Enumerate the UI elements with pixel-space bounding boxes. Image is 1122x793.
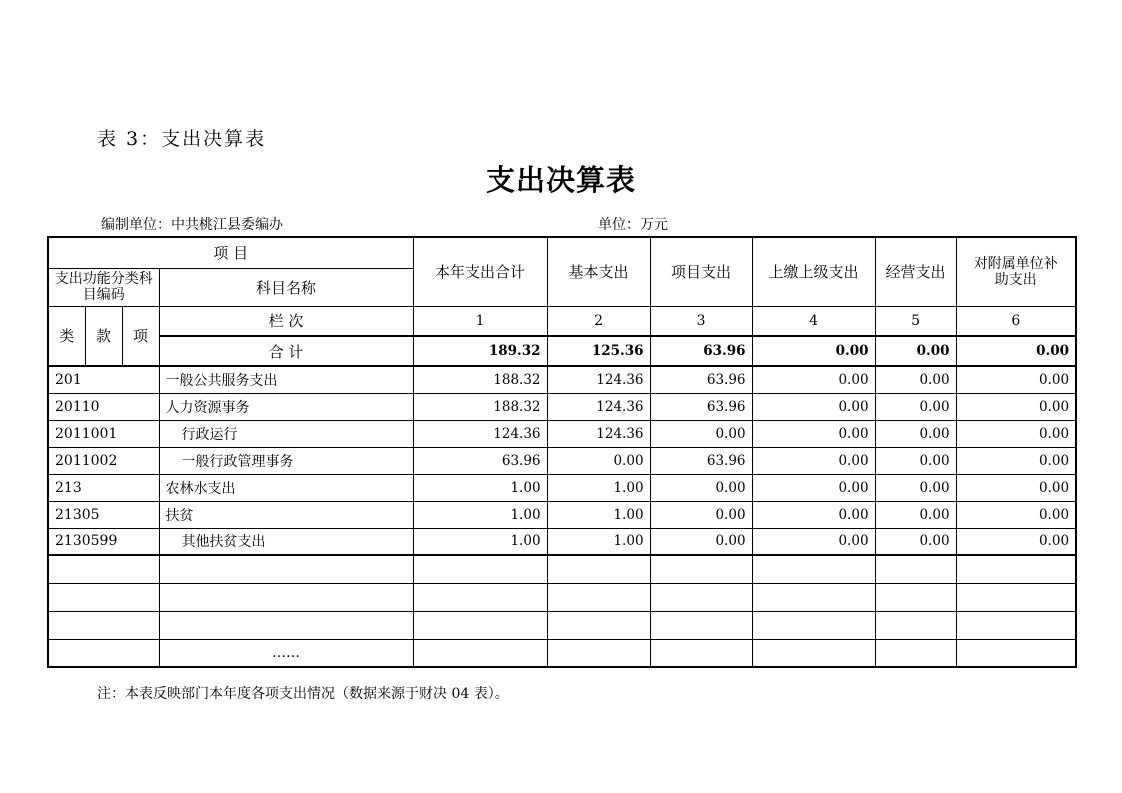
row-value: 0.00 xyxy=(956,528,1076,555)
row-name: 农林水支出 xyxy=(159,474,413,501)
col-header-subsidiary: 对附属单位补助支出 xyxy=(956,237,1076,306)
row-code: 2011002 xyxy=(48,447,159,474)
total-value: 189.32 xyxy=(413,336,547,366)
row-value: 0.00 xyxy=(956,447,1076,474)
col-number: 5 xyxy=(875,306,956,336)
total-value: 0.00 xyxy=(875,336,956,366)
header-project: 项 目 xyxy=(48,237,413,268)
col-number: 6 xyxy=(956,306,1076,336)
row-value: 124.36 xyxy=(547,420,650,447)
empty-row xyxy=(48,611,1076,639)
total-value: 0.00 xyxy=(752,336,875,366)
table-row xyxy=(48,393,1076,420)
compiling-unit: 编制单位：中共桃江县委编办 xyxy=(101,217,283,233)
empty-row xyxy=(48,583,1076,611)
row-value: 124.36 xyxy=(413,420,547,447)
row-value: 0.00 xyxy=(650,474,752,501)
row-value: 188.32 xyxy=(413,366,547,393)
row-value: 0.00 xyxy=(752,393,875,420)
row-code: 201 xyxy=(48,366,159,393)
row-value: 0.00 xyxy=(752,447,875,474)
row-name: 扶贫 xyxy=(159,501,413,528)
row-value: 1.00 xyxy=(413,528,547,555)
row-value: 0.00 xyxy=(875,393,956,420)
col-header-project: 项目支出 xyxy=(650,237,752,306)
row-value: 0.00 xyxy=(875,528,956,555)
row-name: 一般行政管理事务 xyxy=(159,447,413,474)
row-value: 0.00 xyxy=(752,366,875,393)
col-header-basic: 基本支出 xyxy=(547,237,650,306)
header-subject-name: 科目名称 xyxy=(159,268,413,306)
row-value: 63.96 xyxy=(650,393,752,420)
row-value: 124.36 xyxy=(547,393,650,420)
row-value: 0.00 xyxy=(650,420,752,447)
page-title: 支出决算表 xyxy=(485,163,636,197)
expenditure-table xyxy=(47,236,1077,668)
row-name: 一般公共服务支出 xyxy=(159,366,413,393)
row-value: 1.00 xyxy=(413,474,547,501)
row-value: 0.00 xyxy=(956,474,1076,501)
header-kuan: 款 xyxy=(85,306,122,366)
total-value: 63.96 xyxy=(650,336,752,366)
row-code: 2130599 xyxy=(48,528,159,555)
row-value: 0.00 xyxy=(875,501,956,528)
row-value: 0.00 xyxy=(547,447,650,474)
header-lei: 类 xyxy=(48,306,85,366)
total-label: 合 计 xyxy=(159,336,413,366)
row-value: 0.00 xyxy=(956,393,1076,420)
row-code: 20110 xyxy=(48,393,159,420)
table-row xyxy=(48,447,1076,474)
row-value: 1.00 xyxy=(547,501,650,528)
table-row xyxy=(48,528,1076,555)
row-code: 2011001 xyxy=(48,420,159,447)
table-row xyxy=(48,501,1076,528)
table-row xyxy=(48,474,1076,501)
col-header-business: 经营支出 xyxy=(875,237,956,306)
total-value: 125.36 xyxy=(547,336,650,366)
col-number: 1 xyxy=(413,306,547,336)
row-value: 0.00 xyxy=(875,420,956,447)
row-value: 63.96 xyxy=(650,366,752,393)
row-value: 0.00 xyxy=(875,474,956,501)
row-value: 0.00 xyxy=(650,528,752,555)
header-lanci: 栏 次 xyxy=(159,306,413,336)
row-value: 1.00 xyxy=(547,474,650,501)
row-value: 0.00 xyxy=(875,447,956,474)
total-value: 0.00 xyxy=(956,336,1076,366)
row-value: 0.00 xyxy=(956,501,1076,528)
col-header-total: 本年支出合计 xyxy=(413,237,547,306)
table-number-label: 表 3：支出决算表 xyxy=(97,128,267,150)
row-value: 1.00 xyxy=(413,501,547,528)
row-code: 21305 xyxy=(48,501,159,528)
header-xiang: 项 xyxy=(122,306,159,366)
table-row xyxy=(48,366,1076,393)
header-func-code: 支出功能分类科目编码 xyxy=(48,268,159,306)
currency-unit: 单位：万元 xyxy=(598,217,668,233)
row-value: 0.00 xyxy=(956,366,1076,393)
row-value: 1.00 xyxy=(547,528,650,555)
row-value: 0.00 xyxy=(752,474,875,501)
row-value: 63.96 xyxy=(413,447,547,474)
row-value: 0.00 xyxy=(752,420,875,447)
row-name: 行政运行 xyxy=(159,420,413,447)
col-header-upper: 上缴上级支出 xyxy=(752,237,875,306)
empty-row xyxy=(48,555,1076,583)
row-value: 0.00 xyxy=(752,501,875,528)
row-value: 0.00 xyxy=(650,501,752,528)
row-name: 人力资源事务 xyxy=(159,393,413,420)
footnote: 注：本表反映部门本年度各项支出情况（数据来源于财决 04 表）。 xyxy=(97,686,509,702)
row-value: 0.00 xyxy=(752,528,875,555)
col-number: 4 xyxy=(752,306,875,336)
ellipsis: …… xyxy=(159,639,413,667)
table-row xyxy=(48,420,1076,447)
ellipsis-row xyxy=(48,639,1076,667)
row-value: 188.32 xyxy=(413,393,547,420)
col-number: 2 xyxy=(547,306,650,336)
col-number: 3 xyxy=(650,306,752,336)
row-name: 其他扶贫支出 xyxy=(159,528,413,555)
row-value: 0.00 xyxy=(956,420,1076,447)
row-value: 63.96 xyxy=(650,447,752,474)
row-value: 124.36 xyxy=(547,366,650,393)
row-code: 213 xyxy=(48,474,159,501)
row-value: 0.00 xyxy=(875,366,956,393)
